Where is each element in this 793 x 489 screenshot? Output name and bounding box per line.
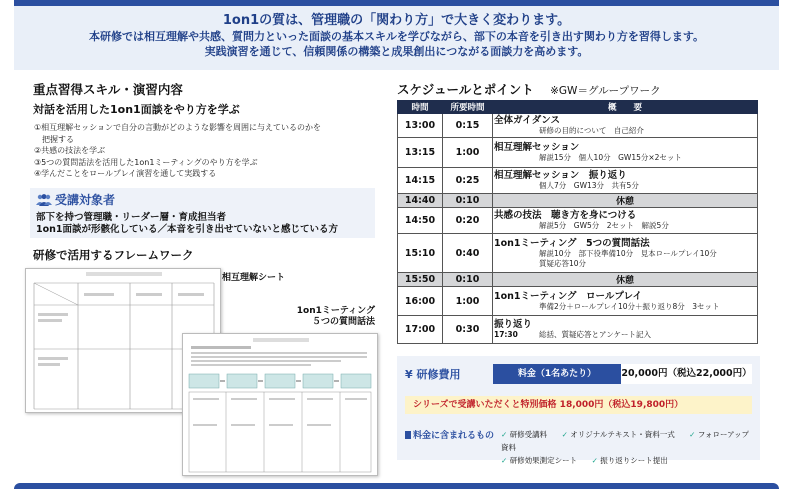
schedule-note: ※GW＝グループワーク [550,85,661,97]
include-text: フォローアップ資料 [501,430,750,452]
include-text: 研修受講料 [509,430,548,439]
list-item [562,430,681,439]
list-item: ④学んだことをロールプレイ演習を通して実践する [34,169,217,178]
row-duration: 1:00 [443,287,493,316]
banner-headline: 1on1の質は、管理職の「関わり方」で大きく変わります。 [222,13,571,28]
table-row [398,168,758,194]
intro-banner [14,6,779,70]
table-row [398,208,758,234]
framework-label-2b: ５つの質問話法 [311,317,375,327]
row-break-label: 休憩 [493,194,758,208]
includes-list [501,428,756,467]
include-text: オリジナルテキスト・資料一式 [570,430,675,439]
row-summary [493,168,758,194]
target-line-1: 部下を持つ管理職・リーダー層・育成担当者 [36,212,227,223]
framework-label-2a: 1on1ミーティング [296,306,375,316]
row-title: 1on1ミーティング 5つの質問話法 [494,237,650,249]
row-title: 振り返り [494,319,533,330]
list-item [501,430,553,439]
skills-heading: 重点習得スキル・演習内容 [33,82,183,97]
row-detail: 解説15分 個人10分 GW15分×2セット [539,153,682,162]
list-item: ①相互理解セッションで自分の言動がどのような影響を周囲に与えているのかを [34,123,322,132]
fee-title: ¥ 研修費用 [405,368,461,381]
framework-heading: 研修で活用するフレームワーク [33,248,194,262]
check-icon: ✓ [591,456,598,465]
row-title: 相互理解セッション [494,142,580,153]
includes-label-text: 料金に含まれるもの [413,431,495,441]
row-time: 16:00 [398,287,443,316]
header-summary: 概 要 [493,101,758,114]
row-duration: 0:25 [443,168,493,194]
check-icon: ✓ [501,430,508,439]
header-duration: 所要時間 [443,101,493,114]
row-time: 14:40 [398,194,443,208]
check-icon: ✓ [561,430,568,439]
include-text: 振り返りシート提出 [600,456,668,465]
row-time: 14:15 [398,168,443,194]
row-title: 全体ガイダンス [494,115,561,126]
row-title: 1on1ミーティング ロールプレイ [494,290,643,302]
row-duration: 0:15 [443,114,493,138]
target-text [36,212,338,236]
row-end-time: 17:30 [494,330,518,339]
table-row [398,287,758,316]
list-item: ②共感の技法を学ぶ [34,146,106,155]
row-time: 13:00 [398,114,443,138]
five-questions-sheet-image [182,333,378,476]
row-detail: 解説10分 部下役準備10分 見本ロールプレイ10分 [539,248,717,258]
banner-text-2: 実践演習を通じて、信頼関係の構築と成果創出につながる面談力を高めます。 [204,45,589,58]
table-row-break [398,194,758,208]
header-time: 時間 [398,101,443,114]
row-detail: 個人7分 GW13分 共有5分 [539,181,639,190]
row-break-label: 休憩 [493,273,758,287]
table-row [398,234,758,273]
include-text: 研修効果測定シート [509,456,578,465]
row-summary [493,138,758,168]
row-title: 相互理解セッション 振り返り [494,170,627,181]
row-duration: 0:20 [443,208,493,234]
target-audience-box [30,188,375,238]
framework-label-1: 相互理解シート [222,273,286,283]
row-time: 14:50 [398,208,443,234]
list-item [592,456,674,465]
schedule-table [397,100,758,344]
table-row-break [398,273,758,287]
price-value: 20,000円（税込22,000円） [621,364,752,384]
skills-list [34,122,321,180]
list-item: ③5つの質問話法を活用した1on1ミーティングのやり方を学ぶ [34,157,258,167]
row-detail: 研修の目的について 自己紹介 [539,126,644,135]
row-time: 15:50 [398,273,443,287]
check-icon: ✓ [689,430,696,439]
row-summary [493,316,758,344]
table-row [398,138,758,168]
schedule-heading [397,80,661,98]
table-row [398,316,758,344]
row-detail: 準備2分＋ロールプレイ10分＋振り返り8分 3セット [539,301,720,311]
bottom-accent-bar [14,483,779,489]
row-summary [493,287,758,316]
row-summary [493,208,758,234]
banner-text-1: 本研修では相互理解や共感、質問力といった面談の基本スキルを学びながら、部下の本音を引き出す関わり方を習得します。 [88,30,704,43]
row-time: 13:15 [398,138,443,168]
row-time: 17:00 [398,316,443,344]
row-detail: 質疑応答10分 [539,258,587,268]
schedule-title: スケジュールとポイント [397,82,534,97]
row-detail: 解説5分 GW5分 2セット 解説5分 [539,221,669,230]
row-summary [493,234,758,273]
price-label: 料金（1名あたり） [493,364,621,384]
check-icon: ✓ [501,456,508,465]
five-questions-graphic [183,334,379,477]
row-time: 15:10 [398,234,443,273]
row-duration: 0:40 [443,234,493,273]
row-detail: 総括、質疑応答とアンケート記入 [539,330,652,339]
document-icon [405,431,411,439]
row-duration: 0:10 [443,194,493,208]
target-title-text: 受講対象者 [55,193,116,207]
target-title [36,191,115,208]
framework-label-2 [290,306,375,328]
includes-label [405,428,494,441]
fee-box [397,356,760,465]
target-line-2: 1on1面談が形骸化している／本音を引き出せていないと感じている方 [36,224,339,235]
list-item [501,456,583,465]
row-summary [493,114,758,138]
special-price-banner: シリーズで受講いただくと特別価格 18,000円（税込19,800円） [405,396,752,414]
row-title: 共感の技法 聴き方を身につける [494,210,637,221]
row-duration: 0:10 [443,273,493,287]
skills-subheading: 対話を活用した1on1面談をやり方を学ぶ [33,103,240,116]
table-row [398,114,758,138]
people-icon [36,194,52,206]
row-duration: 1:00 [443,138,493,168]
table-header-row [398,101,758,114]
row-duration: 0:30 [443,316,493,344]
list-item: 把握する [34,134,74,144]
